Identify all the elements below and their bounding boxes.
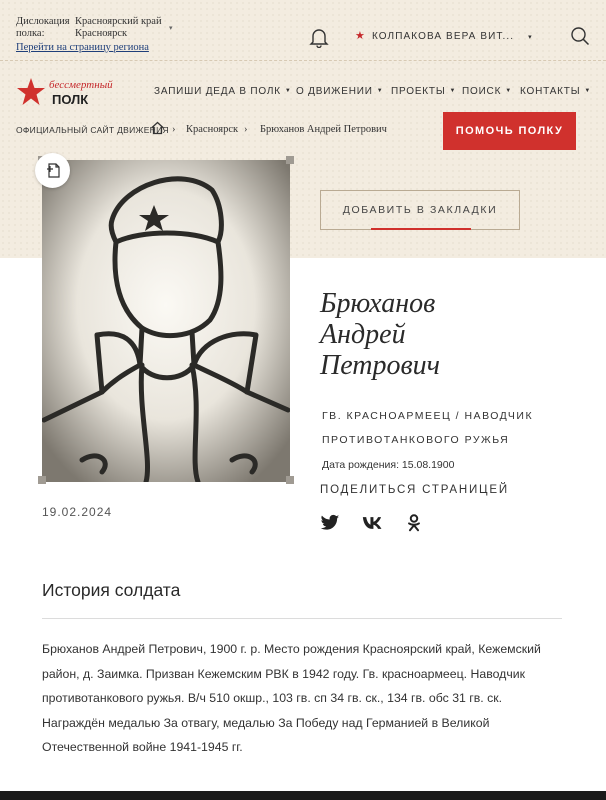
logo-word: ПОЛК — [52, 92, 89, 107]
soldier-rank — [322, 404, 533, 452]
chevron-down-icon: ▼ — [449, 88, 457, 94]
nav-item-label: О ДВИЖЕНИИ — [296, 86, 373, 97]
breadcrumb-current: Брюханов Андрей Петрович — [260, 124, 387, 135]
chevron-down-icon: ▼ — [505, 88, 512, 94]
nav-item-label: ПОИСК — [462, 86, 502, 97]
region-page-link[interactable]: Перейти на страницу региона — [16, 42, 149, 53]
story-title: История солдата — [42, 580, 181, 600]
site-logo[interactable] — [16, 75, 116, 115]
soldier-drawing — [42, 160, 290, 482]
chevron-right-icon: › — [172, 124, 176, 135]
chevron-down-icon: ▼ — [376, 88, 384, 94]
user-menu[interactable] — [355, 29, 533, 42]
soldier-surname: Брюханов — [320, 288, 436, 319]
nav-item-label: ЗАПИШИ ДЕДА В ПОЛК — [154, 86, 281, 97]
star-icon: ★ — [355, 30, 366, 42]
photo-corner — [286, 156, 294, 164]
twitter-icon[interactable] — [320, 514, 340, 532]
nav-item-contacts[interactable] — [520, 86, 591, 97]
nav-item-label: КОНТАКТЫ — [520, 86, 581, 97]
document-icon — [46, 163, 60, 178]
user-name: КОЛПАКОВА ВЕРА ВИТ... — [371, 31, 515, 42]
help-regiment-button[interactable]: ПОМОЧЬ ПОЛКУ — [443, 112, 576, 150]
nav-item-label: ПРОЕКТЫ — [391, 86, 446, 97]
odnoklassniki-icon[interactable] — [406, 514, 422, 532]
soldier-name — [320, 288, 440, 381]
home-icon[interactable] — [150, 121, 165, 135]
soldier-portrait — [42, 160, 290, 482]
dislocation-value[interactable]: Красноярский край Красноярск — [75, 16, 162, 39]
add-bookmark-button[interactable] — [320, 190, 520, 230]
button-underline — [371, 228, 471, 230]
chevron-right-icon: › — [244, 124, 248, 135]
soldier-first-name: Андрей — [320, 319, 406, 350]
birth-date: Дата рождения: 15.08.1900 — [322, 459, 455, 471]
footer — [0, 791, 606, 800]
add-bookmark-label: ДОБАВИТЬ В ЗАКЛАДКИ — [342, 204, 498, 216]
photo-corner — [38, 476, 46, 484]
header-divider — [0, 60, 606, 61]
bookmark-button[interactable] — [35, 153, 70, 188]
soldier-patronymic: Петрович — [320, 350, 441, 381]
breadcrumb-city[interactable]: Красноярск — [186, 124, 239, 135]
photo-corner — [286, 476, 294, 484]
bell-icon[interactable] — [309, 26, 329, 48]
story-text: Брюханов Андрей Петрович, 1900 г. р. Место рождения Красноярский край, Кежемский район, д. Заимка. Призван Кежемским РВК в 1942 году. Гв. красноармеец. Наводчик противотанкового ружья. В/ч 510 окшр., 103 гв. сп 34 гв. ск., 134 гв. обс 31 гв. ск. Награждён медалью За отвагу, медалью За Победу над Германией в Великой Отечественной войне 1941-1945 гг. — [42, 642, 541, 754]
nav-item-search[interactable] — [462, 86, 512, 97]
chevron-down-icon: ▾ — [528, 34, 533, 41]
chevron-down-icon: ▼ — [284, 88, 292, 94]
rank-line: ГВ. КРАСНОАРМЕЕЦ / НАВОДЧИК — [322, 410, 534, 422]
red-star-logo-icon — [16, 77, 46, 107]
publication-date: 19.02.2024 — [42, 505, 113, 519]
nav-item-projects[interactable] — [391, 86, 456, 97]
dislocation-label: Дислокация полка: — [16, 16, 70, 39]
logo-script: бессмертный — [49, 79, 113, 91]
chevron-down-icon: ▼ — [584, 88, 592, 94]
vk-icon[interactable] — [362, 514, 384, 532]
share-label: ПОДЕЛИТЬСЯ СТРАНИЦЕЙ — [320, 484, 509, 496]
breadcrumb-official[interactable]: ОФИЦИАЛЬНЫЙ САЙТ ДВИЖЕНИЯ — [16, 125, 169, 135]
nav-item-add-grandfather[interactable] — [154, 86, 292, 97]
chevron-down-icon: ▾ — [169, 24, 173, 32]
rank-line: ПРОТИВОТАНКОВОГО РУЖЬЯ — [322, 434, 510, 446]
search-icon[interactable] — [570, 26, 590, 46]
divider — [42, 618, 562, 619]
nav-item-about[interactable] — [296, 86, 383, 97]
